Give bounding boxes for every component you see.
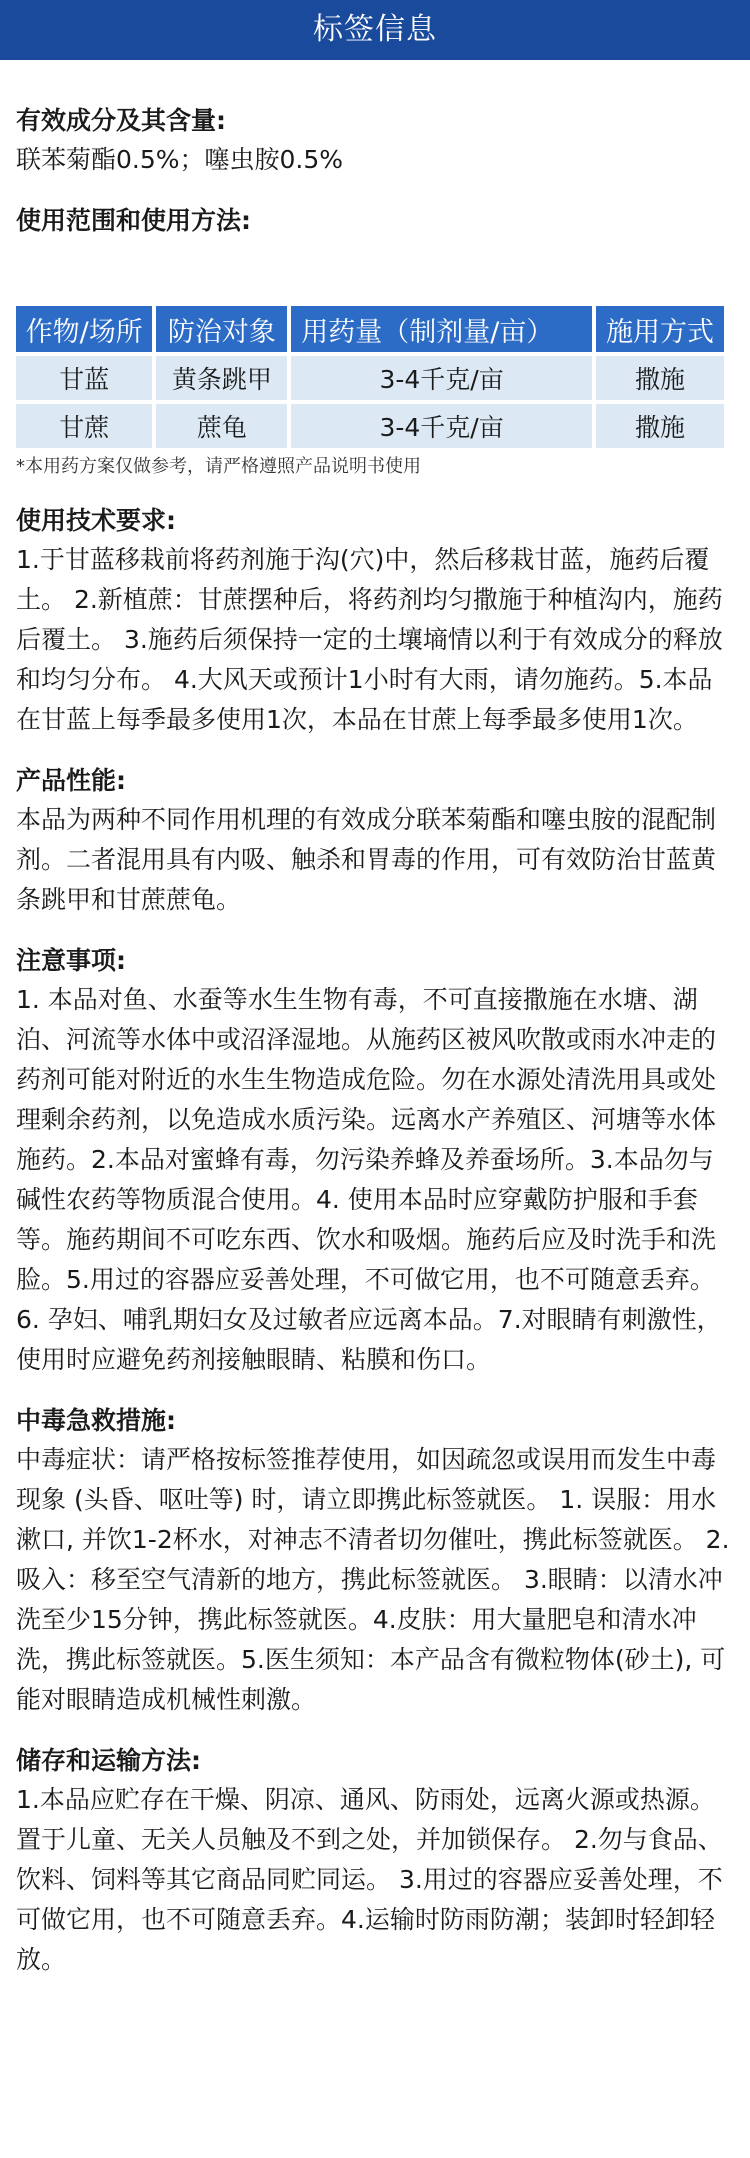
first-aid-section <box>16 1404 734 1720</box>
label-content <box>0 104 750 1980</box>
technique-section <box>16 504 734 740</box>
table-cell: 蔗龟 <box>156 404 287 448</box>
storage-text: 1.本品应贮存在干燥、阴凉、通风、防雨处，远离火源或热源。置于儿童、无关人员触及不到之处，并加锁保存。 2.勿与食品、饮料、饲料等其它商品同贮同运。 3.用过的容器应妥善处理，不可做它用，也不可随意丢弃。4.运输时防雨防潮；装卸时轻卸轻放。 <box>16 1785 723 1974</box>
performance-title: 产品性能: <box>16 766 126 795</box>
usage-spacer <box>16 240 734 302</box>
dosage-table-header-row <box>16 306 724 352</box>
precautions-section <box>16 944 734 1380</box>
table-cell: 甘蔗 <box>16 404 152 448</box>
usage-title: 使用范围和使用方法: <box>16 206 251 235</box>
table-row <box>16 356 724 400</box>
ingredient-title: 有效成分及其含量: <box>16 106 226 135</box>
table-cell: 撒施 <box>596 404 724 448</box>
storage-section <box>16 1744 734 1980</box>
table-row <box>16 404 724 448</box>
technique-title: 使用技术要求: <box>16 506 176 535</box>
dosage-table <box>12 302 728 452</box>
dosage-header-target: 防治对象 <box>156 306 287 352</box>
technique-text: 1.于甘蓝移栽前将药剂施于沟(穴)中，然后移栽甘蓝，施药后覆土。 2.新植蔗：甘蔗摆种后，将药剂均匀撒施于种植沟内，施药后覆土。 3.施药后须保持一定的土壤墒情以利于有效成分的释放和均匀分布。 4.大风天或预计1小时有大雨，请勿施药。5.本品在甘蓝上每季最多使用1次，本品在甘蔗上每季最多使用1次。 <box>16 545 723 734</box>
dosage-note: *本用药方案仅做参考，请严格遵照产品说明书使用 <box>16 456 421 477</box>
dosage-header-crop: 作物/场所 <box>16 306 152 352</box>
performance-text: 本品为两种不同作用机理的有效成分联苯菊酯和噻虫胺的混配制剂。二者混用具有内吸、触杀和胃毒的作用，可有效防治甘蓝黄条跳甲和甘蔗蔗龟。 <box>16 805 717 914</box>
performance-section <box>16 764 734 920</box>
page-header <box>0 0 750 60</box>
first-aid-title: 中毒急救措施: <box>16 1406 176 1435</box>
usage-section <box>16 204 734 480</box>
table-cell: 撒施 <box>596 356 724 400</box>
table-cell: 3-4千克/亩 <box>291 404 592 448</box>
first-aid-text: 中毒症状：请严格按标签推荐使用，如因疏忽或误用而发生中毒现象 (头昏、呕吐等) 时，请立即携此标签就医。 1. 误服：用水漱口, 并饮1-2杯水，对神志不清者切勿催吐，携此标签就医。 2.吸入：移至空气清新的地方，携此标签就医。 3.眼睛：以清水冲洗至少15分钟，携此标签就医。4.皮肤：用大量肥皂和清水冲洗，携此标签就医。5.医生须知：本产品含有微粒物体(砂土), 可能对眼睛造成机械性刺激。 <box>16 1445 730 1714</box>
dosage-header-amount: 用药量（制剂量/亩） <box>291 306 592 352</box>
page-title: 标签信息 <box>313 12 437 47</box>
precautions-text: 1. 本品对鱼、水蚕等水生生物有毒，不可直接撒施在水塘、湖泊、河流等水体中或沼泽湿地。从施药区被风吹散或雨水冲走的药剂可能对附近的水生生物造成危险。勿在水源处清洗用具或处理剩余药剂，以免造成水质污染。远离水产养殖区、河塘等水体施药。2.本品对蜜蜂有毒，勿污染养蜂及养蚕场所。3.本品勿与碱性农药等物质混合使用。4. 使用本品时应穿戴防护服和手套等。施药期间不可吃东西、饮水和吸烟。施药后应及时洗手和洗脸。5.用过的容器应妥善处理，不可做它用，也不可随意丢弃。6. 孕妇、哺乳期妇女及过敏者应远离本品。7.对眼睛有刺激性，使用时应避免药剂接触眼睛、粘膜和伤口。 <box>16 985 722 1374</box>
dosage-header-method: 施用方式 <box>596 306 724 352</box>
precautions-title: 注意事项: <box>16 946 126 975</box>
ingredient-section <box>16 104 734 180</box>
ingredient-text: 联苯菊酯0.5%；噻虫胺0.5% <box>16 145 344 174</box>
table-cell: 甘蓝 <box>16 356 152 400</box>
table-cell: 3-4千克/亩 <box>291 356 592 400</box>
table-cell: 黄条跳甲 <box>156 356 287 400</box>
storage-title: 储存和运输方法: <box>16 1746 201 1775</box>
